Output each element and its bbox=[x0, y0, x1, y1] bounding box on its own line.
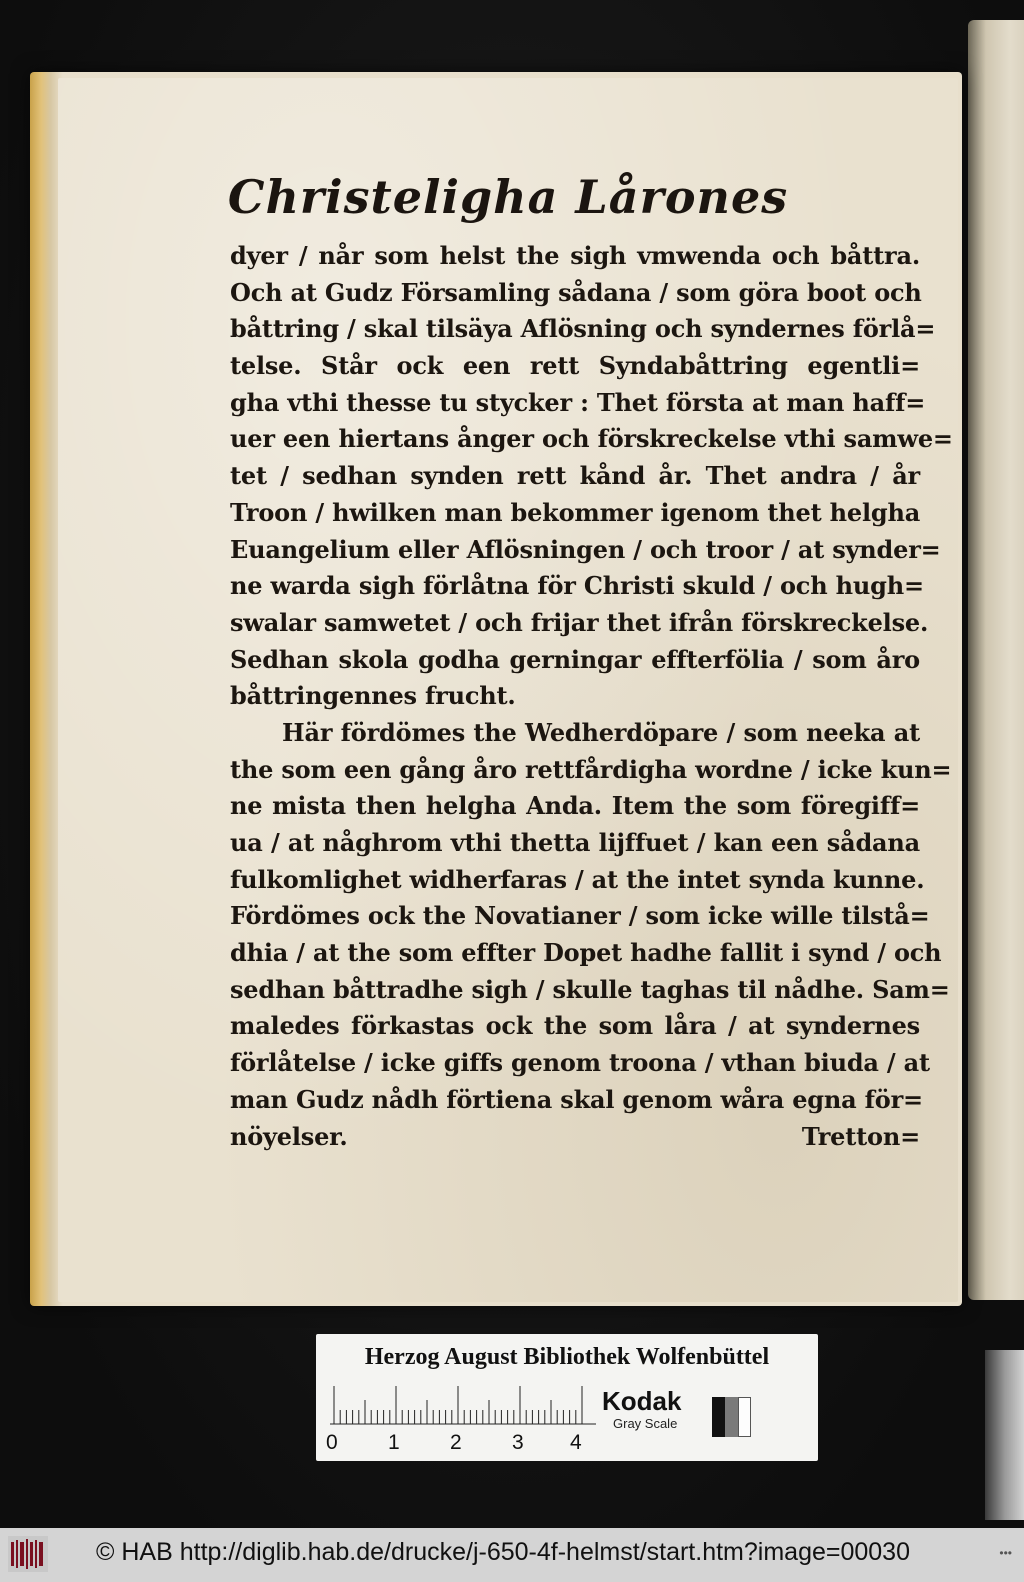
facing-page-color-strip bbox=[985, 1350, 1024, 1520]
text-line: Fördömes ock the Novatianer / som icke wille tilstå= bbox=[230, 901, 930, 931]
library-name: Herzog August Bibliothek Wolfenbüttel bbox=[364, 1344, 770, 1370]
text-line: tet / sedhan synden rett kånd år. Thet andra / år bbox=[230, 461, 920, 491]
kodak-logo: Kodak bbox=[602, 1386, 682, 1416]
ruler-number: 3 bbox=[512, 1431, 524, 1454]
ruler-ticks bbox=[330, 1386, 596, 1426]
text-line: swalar samwetet / och frijar thet ifrån förskreckelse. bbox=[230, 607, 929, 637]
hab-logo-icon bbox=[8, 1536, 48, 1572]
text-line: nöyelser. bbox=[230, 1121, 348, 1151]
text-line: gha vthi thesse tu stycker : Thet första at man haff= bbox=[230, 387, 926, 417]
gray-scale-label: Gray Scale bbox=[613, 1416, 678, 1431]
text-line: uer een hiertans ånger och förskreckelse vthi samwe= bbox=[230, 424, 953, 454]
copyright-url[interactable]: © HAB http://diglib.hab.de/drucke/j-650-4f-helmst/start.htm?image=00030 bbox=[96, 1538, 910, 1566]
gray-swatch-mid bbox=[725, 1397, 738, 1437]
catchword: Tretton= bbox=[801, 1121, 920, 1151]
text-line: maledes förkastas ock the som låra / at syndernes bbox=[230, 1011, 920, 1041]
text-line: Troon / hwilken man bekommer igenom thet helgha bbox=[230, 497, 921, 527]
gray-swatch-black bbox=[712, 1397, 725, 1437]
text-line: Euangelium eller Aflösningen / och troor / at synder= bbox=[230, 534, 941, 564]
ruler-number: 2 bbox=[450, 1431, 462, 1454]
running-title: Christeligha Lårones bbox=[227, 170, 789, 224]
text-line: förlåtelse / icke giffs genom troona / vthan biuda / at bbox=[230, 1048, 930, 1078]
text-line: ne warda sigh förlåtna för Christi skuld / och hugh= bbox=[230, 571, 924, 601]
text-line: fulkomlighet widherfaras / at the intet synda kunne. bbox=[230, 864, 925, 894]
color-scale-card bbox=[316, 1334, 818, 1461]
text-line: sedhan båttradhe sigh / skulle taghas til nådhe. Sam= bbox=[230, 974, 950, 1004]
text-line: båttring / skal tilsäya Aflösning och syndernes förlå= bbox=[230, 314, 936, 344]
text-line: Sedhan skola godha gerningar effterfölia / som åro bbox=[230, 644, 920, 674]
text-line: dyer / når som helst the sigh vmwenda och båttra. bbox=[230, 241, 920, 270]
text-line: the som een gång åro rettfårdigha wordne / icke kun= bbox=[230, 754, 952, 784]
ruler-number: 0 bbox=[326, 1431, 338, 1454]
page-body-text bbox=[230, 238, 953, 1155]
text-line: båttringennes frucht. bbox=[230, 681, 516, 711]
ruler-number: 1 bbox=[388, 1431, 400, 1454]
book-page bbox=[58, 78, 958, 1302]
more-icon[interactable]: ••• bbox=[999, 1546, 1012, 1560]
gray-swatch-white bbox=[738, 1397, 751, 1437]
text-line: Här fördömes the Wedherdöpare / som neeka at bbox=[282, 717, 920, 747]
text-line: telse. Står ock een rett Syndabåttring egentli= bbox=[230, 351, 920, 381]
facing-page-edge bbox=[968, 20, 1024, 1300]
text-line: dhia / at the som effter Dopet hadhe fallit i synd / och bbox=[230, 938, 942, 968]
text-line: ne mista then helgha Anda. Item the som föregiff= bbox=[230, 791, 920, 821]
text-line: Och at Gudz Församling sådana / som göra boot och bbox=[230, 277, 922, 307]
text-line: ua / at någhrom vthi thetta lijffuet / kan een sådana bbox=[230, 828, 920, 857]
text-line: man Gudz nådh förtiena skal genom wåra egna för= bbox=[230, 1084, 923, 1114]
footer-bar bbox=[0, 1528, 1024, 1582]
ruler-number: 4 bbox=[570, 1431, 582, 1454]
